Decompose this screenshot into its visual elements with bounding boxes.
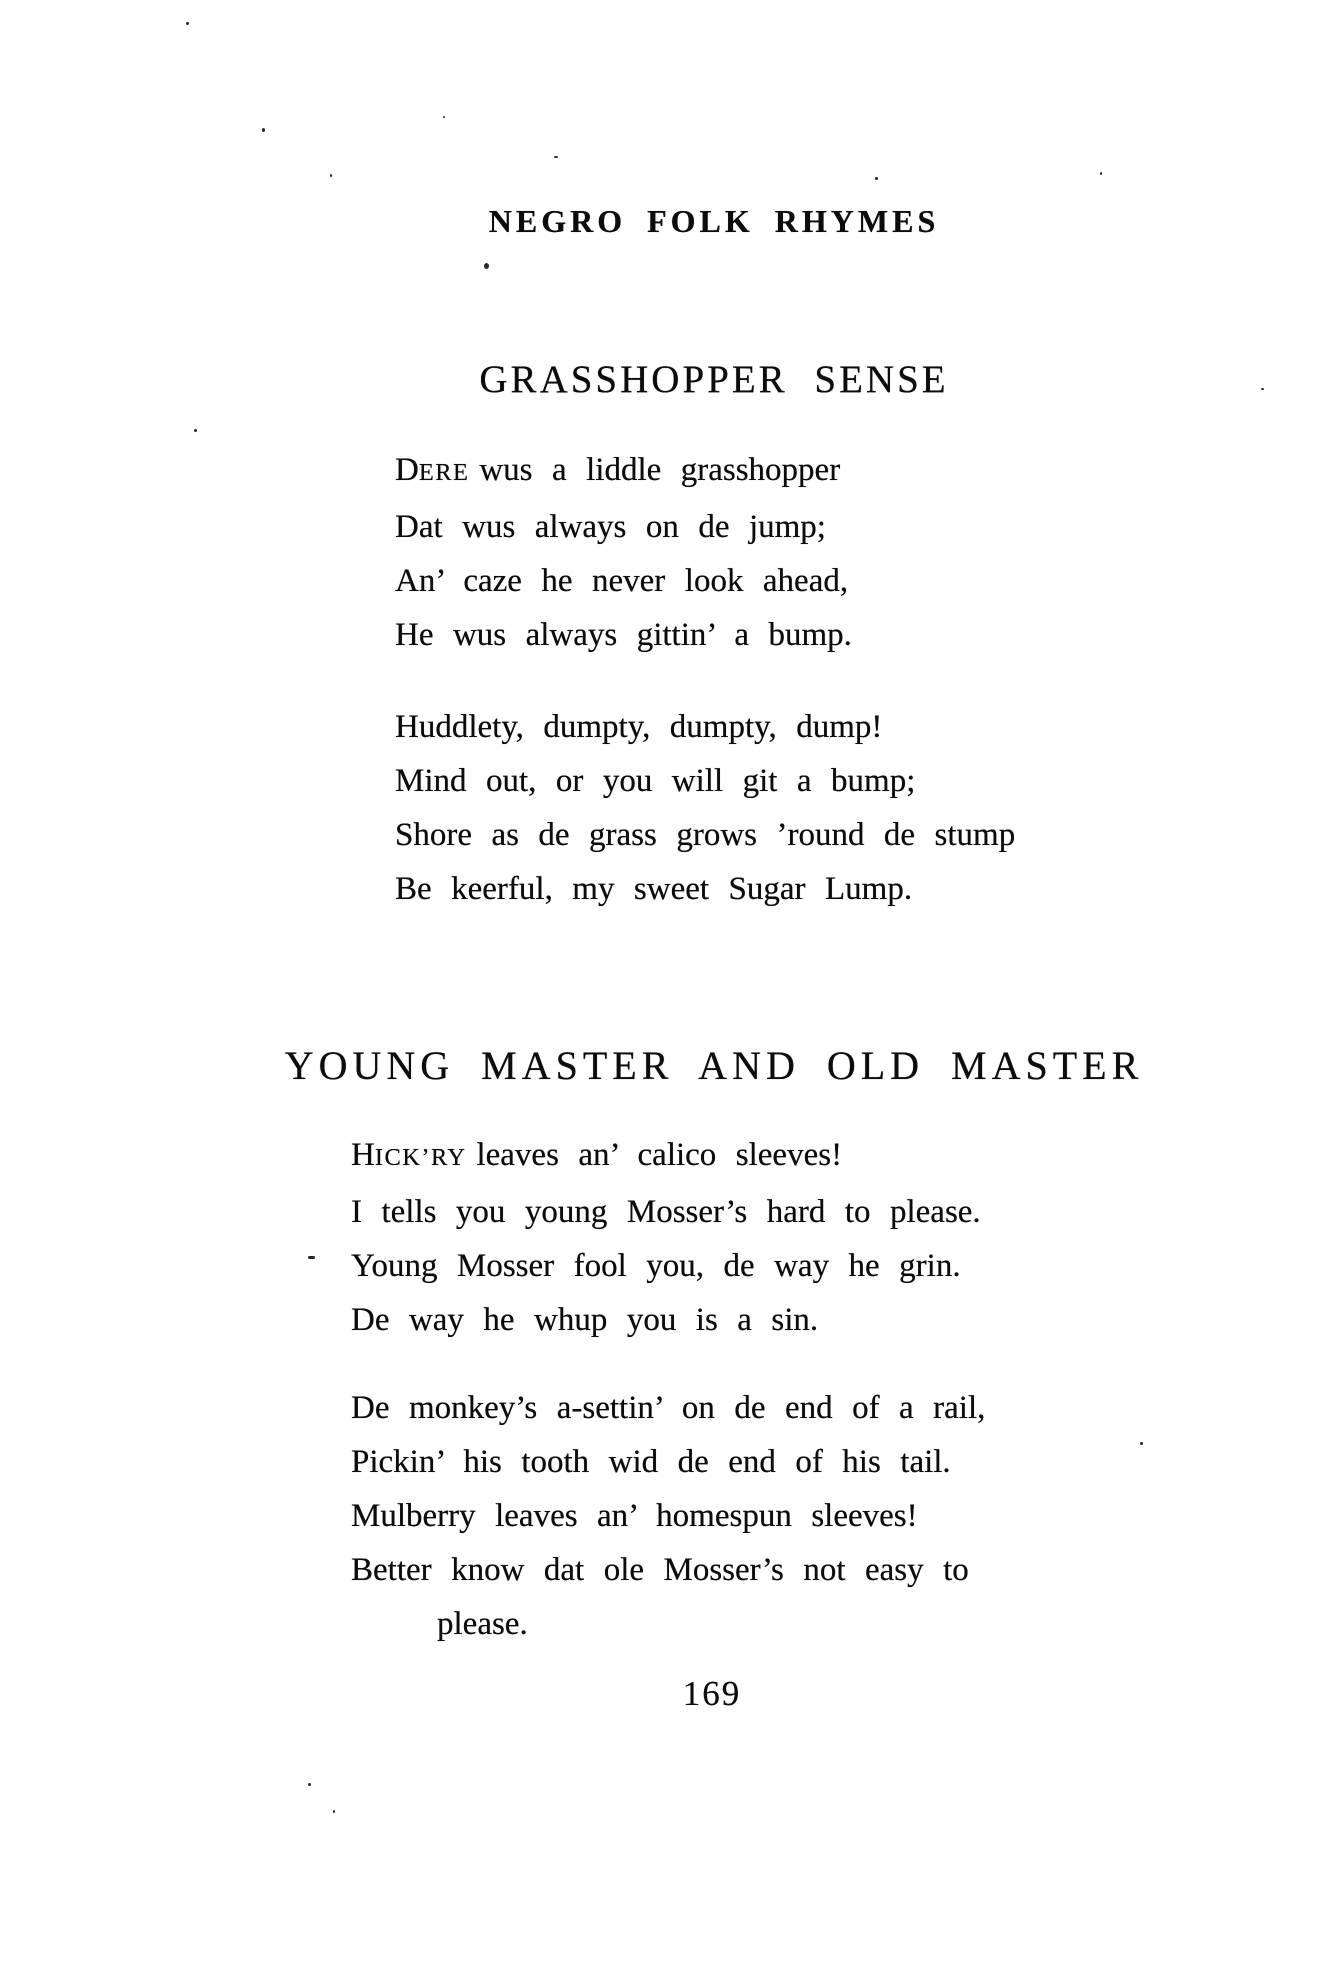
verse-line: I tells you young Mosser’s hard to please. — [351, 1194, 981, 1230]
scan-speck — [484, 263, 489, 269]
verse-text: leaves an’ calico sleeves! — [476, 1137, 843, 1173]
scan-speck — [186, 22, 189, 25]
scan-speck — [330, 174, 332, 177]
poem1-stanza1 — [395, 443, 852, 662]
verse-line: An’ caze he never look ahead, — [395, 563, 849, 599]
verse-line: Shore as de grass grows ’round de stump — [395, 817, 1016, 853]
scan-speck — [1261, 388, 1264, 390]
verse-line: Huddlety, dumpty, dumpty, dump! — [395, 709, 883, 745]
verse-line — [395, 443, 852, 500]
scan-speck — [194, 429, 197, 432]
opening-small-caps: ERE — [418, 459, 470, 486]
scan-speck — [875, 177, 878, 180]
verse-line: Mind out, or you will git a bump; — [395, 763, 916, 799]
verse-line: Pickin’ his tooth wid de end of his tail. — [351, 1444, 951, 1480]
verse-text: wus a liddle grasshopper — [479, 452, 841, 488]
verse-line: Young Mosser fool you, de way he grin. — [351, 1248, 961, 1284]
scan-speck — [1100, 172, 1102, 175]
poem2-stanza2 — [351, 1381, 985, 1651]
verse-line: He wus always gittin’ a bump. — [395, 617, 852, 653]
verse-line: De way he whup you is a sin. — [351, 1302, 819, 1338]
poem-title-young-master-and-old-master: YOUNG MASTER AND OLD MASTER — [284, 1043, 1144, 1088]
scan-speck — [1140, 1442, 1143, 1445]
verse-line: Be keerful, my sweet Sugar Lump. — [395, 871, 913, 907]
verse-line-wrapped: please. — [437, 1606, 528, 1642]
running-head: NEGRO FOLK RHYMES — [488, 203, 940, 239]
scan-speck — [443, 116, 445, 118]
scan-speck — [308, 1783, 311, 1786]
poem1-stanza2 — [395, 700, 1015, 916]
scan-speck — [554, 156, 558, 158]
page-number: 169 — [682, 1674, 742, 1713]
scan-speck — [308, 1256, 315, 1259]
verse-line: Better know dat ole Mosser’s not easy to — [351, 1552, 969, 1588]
opening-small-caps: ICK’RY — [374, 1144, 467, 1171]
verse-line — [351, 1128, 981, 1185]
poem-title-grasshopper-sense: GRASSHOPPER SENSE — [479, 358, 949, 401]
verse-line: Dat wus always on de jump; — [395, 509, 826, 545]
verse-line: De monkey’s a-settin’ on de end of a rail, — [351, 1390, 986, 1426]
opening-initial: D — [395, 452, 419, 488]
scan-speck — [333, 1810, 335, 1813]
scan-speck — [262, 128, 265, 132]
verse-line: Mulberry leaves an’ homespun sleeves! — [351, 1498, 918, 1534]
opening-initial: H — [351, 1137, 375, 1173]
poem2-stanza1 — [351, 1128, 981, 1347]
